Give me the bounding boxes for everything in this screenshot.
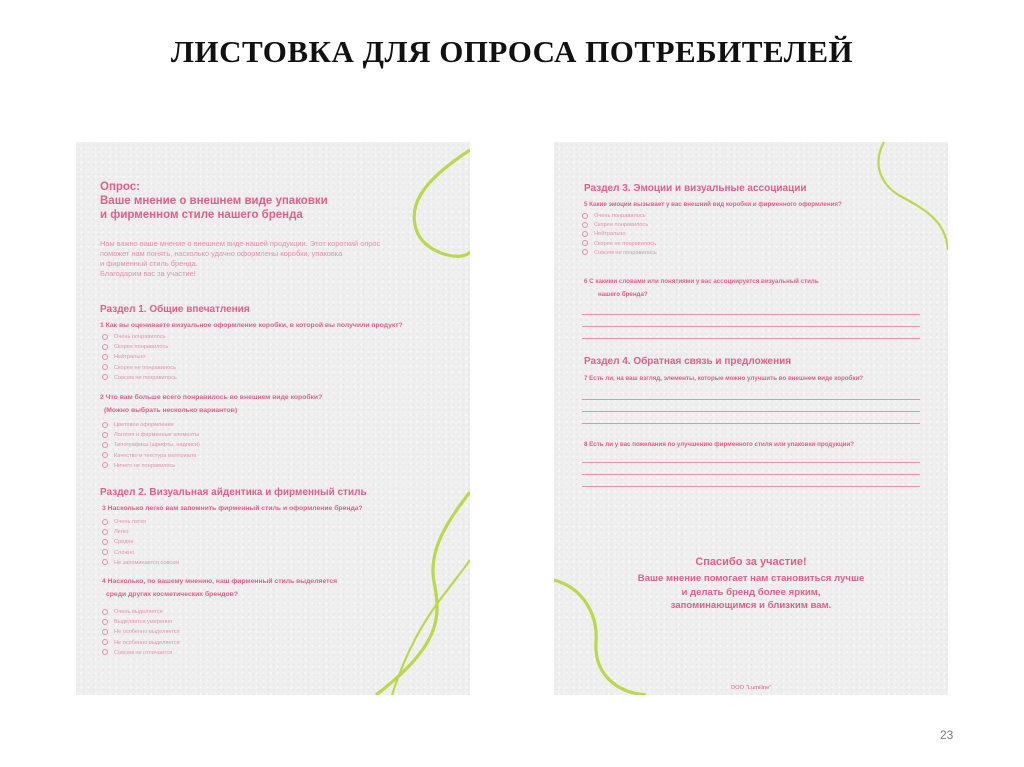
survey-page-left xyxy=(76,142,470,695)
option[interactable]: Не запоминается совсем xyxy=(102,558,179,568)
radio-icon[interactable] xyxy=(102,334,108,340)
answer-line[interactable] xyxy=(582,411,920,412)
company-name: ООО "Lumiline" xyxy=(730,685,772,691)
option[interactable]: Совсем не отличается xyxy=(102,648,180,658)
radio-icon[interactable] xyxy=(582,249,588,255)
option[interactable]: Очень легко xyxy=(102,517,179,527)
checkbox-icon[interactable] xyxy=(102,462,108,468)
option[interactable]: Очень понравилось xyxy=(582,212,657,221)
thanks-line: Ваше мнение помогает нам становиться лучше xyxy=(637,573,865,584)
survey-title-line1: Опрос: xyxy=(100,181,141,193)
option[interactable]: Не особенно выделяется xyxy=(102,627,180,637)
question-5-options xyxy=(582,212,657,258)
slide-number: 23 xyxy=(940,728,954,742)
radio-icon[interactable] xyxy=(102,649,108,655)
question-3-options xyxy=(102,517,179,568)
radio-icon[interactable] xyxy=(582,231,588,237)
option[interactable]: Средне xyxy=(102,537,179,547)
thanks-line: и делать бренд более ярким, xyxy=(681,586,821,598)
option[interactable]: Не особенно выделяется xyxy=(102,638,180,648)
intro-line: поможет нам понять, насколько удачно оформлены коробки, упаковка xyxy=(100,249,343,258)
option[interactable]: Цветовое оформление xyxy=(102,420,200,430)
survey-title-line2: Ваше мнение о внешнем виде упаковки xyxy=(100,195,328,207)
checkbox-icon[interactable] xyxy=(102,432,108,438)
survey-page-right xyxy=(554,142,948,695)
radio-icon[interactable] xyxy=(102,609,108,615)
thanks-line: запоминающимся и близким вам. xyxy=(670,600,832,611)
radio-icon[interactable] xyxy=(582,213,588,219)
question-7: 7 Есть ли, на ваш взгляд, элементы, которые можно улучшить во внешнем виде коробки? xyxy=(584,375,864,382)
checkbox-icon[interactable] xyxy=(102,442,108,448)
question-2: 2 Что вам больше всего понравилось во внешнем виде коробки? xyxy=(100,394,323,401)
radio-icon[interactable] xyxy=(102,364,108,370)
option[interactable]: Логотип и фирменные элементы xyxy=(102,430,200,440)
option[interactable]: Сложно xyxy=(102,548,179,558)
option[interactable]: Нейтрально xyxy=(582,230,657,239)
answer-line[interactable] xyxy=(582,314,920,315)
survey-title-line3: и фирменном стиле нашего бренда xyxy=(100,209,303,221)
radio-icon[interactable] xyxy=(102,519,108,525)
option[interactable]: Ничего не понравилось xyxy=(102,461,200,471)
answer-line[interactable] xyxy=(582,338,920,339)
question-1: 1 Как вы оцениваете визуальное оформление коробки, в которой вы получили продукт? xyxy=(100,322,403,329)
question-6-line2: нашего бренда? xyxy=(598,291,648,298)
option[interactable]: Качество и текстура материала xyxy=(102,451,200,461)
radio-icon[interactable] xyxy=(102,629,108,635)
question-4-line1: 4 Насколько, по вашему мнению, наш фирменный стиль выделяется xyxy=(102,578,338,585)
section-1-heading: Раздел 1. Общие впечатления xyxy=(100,304,250,315)
radio-icon[interactable] xyxy=(102,619,108,625)
section-4-heading: Раздел 4. Обратная связь и предложения xyxy=(584,356,792,367)
slide-title: ЛИСТОВКА ДЛЯ ОПРОСА ПОТРЕБИТЕЛЕЙ xyxy=(170,34,854,69)
question-2-options xyxy=(102,420,200,471)
question-5: 5 Какие эмоции вызывает у вас внешний вид коробки и фирменного оформления? xyxy=(584,201,842,208)
radio-icon[interactable] xyxy=(102,354,108,360)
thanks-title: Спасибо за участие! xyxy=(695,556,807,568)
option[interactable]: Скорее понравилось xyxy=(102,342,177,352)
question-6-line1: 6 С какими словами или понятиями у вас ассоциируется визуальный стиль xyxy=(584,278,819,285)
option[interactable]: Очень выделяется xyxy=(102,607,180,617)
radio-icon[interactable] xyxy=(102,539,108,545)
thanks-message xyxy=(574,572,928,613)
option[interactable]: Совсем не понравилось xyxy=(102,373,177,383)
option[interactable]: Выделяется умеренно xyxy=(102,617,180,627)
answer-line[interactable] xyxy=(582,399,920,400)
section-3-heading: Раздел 3. Эмоции и визуальные ассоциации xyxy=(584,183,807,194)
question-3: 3 Насколько легко вам запомнить фирменный стиль и оформление бренда? xyxy=(102,505,363,512)
intro-line: и фирменный стиль бренда. xyxy=(100,259,198,268)
option[interactable]: Легко xyxy=(102,527,179,537)
answer-line[interactable] xyxy=(582,326,920,327)
survey-title xyxy=(100,180,430,222)
question-8: 8 Есть ли у вас пожелания по улучшению фирменного стиля или упаковки продукции? xyxy=(584,441,855,448)
option[interactable]: Скорее не понравилось xyxy=(582,240,657,249)
radio-icon[interactable] xyxy=(102,374,108,380)
radio-icon[interactable] xyxy=(102,344,108,350)
question-2-note: (Можно выбрать несколько вариантов) xyxy=(104,407,238,414)
question-1-options xyxy=(102,332,177,383)
option[interactable]: Скорее не понравилось xyxy=(102,363,177,373)
answer-line[interactable] xyxy=(582,474,920,475)
option[interactable]: Совсем не понравилось xyxy=(582,249,657,258)
option[interactable]: Типографика (шрифты, надписи) xyxy=(102,440,200,450)
option[interactable]: Скорее понравилось xyxy=(582,221,657,230)
option[interactable]: Нейтрально xyxy=(102,352,177,362)
radio-icon[interactable] xyxy=(102,529,108,535)
radio-icon[interactable] xyxy=(102,639,108,645)
survey-intro xyxy=(100,239,450,279)
radio-icon[interactable] xyxy=(582,240,588,246)
intro-line: Благодарим вас за участие! xyxy=(100,269,196,278)
radio-icon[interactable] xyxy=(582,222,588,228)
answer-line[interactable] xyxy=(582,486,920,487)
option[interactable]: Очень понравилось xyxy=(102,332,177,342)
question-4-options xyxy=(102,607,180,658)
intro-line: Нам важно ваше мнение о внешнем виде нашей продукции. Этот короткий опрос xyxy=(100,239,381,248)
question-4-line2: среди других косметических брендов? xyxy=(106,591,239,598)
answer-line[interactable] xyxy=(582,462,920,463)
section-2-heading: Раздел 2. Визуальная айдентика и фирменный стиль xyxy=(100,487,367,498)
answer-line[interactable] xyxy=(582,423,920,424)
checkbox-icon[interactable] xyxy=(102,452,108,458)
radio-icon[interactable] xyxy=(102,549,108,555)
checkbox-icon[interactable] xyxy=(102,422,108,428)
radio-icon[interactable] xyxy=(102,559,108,565)
